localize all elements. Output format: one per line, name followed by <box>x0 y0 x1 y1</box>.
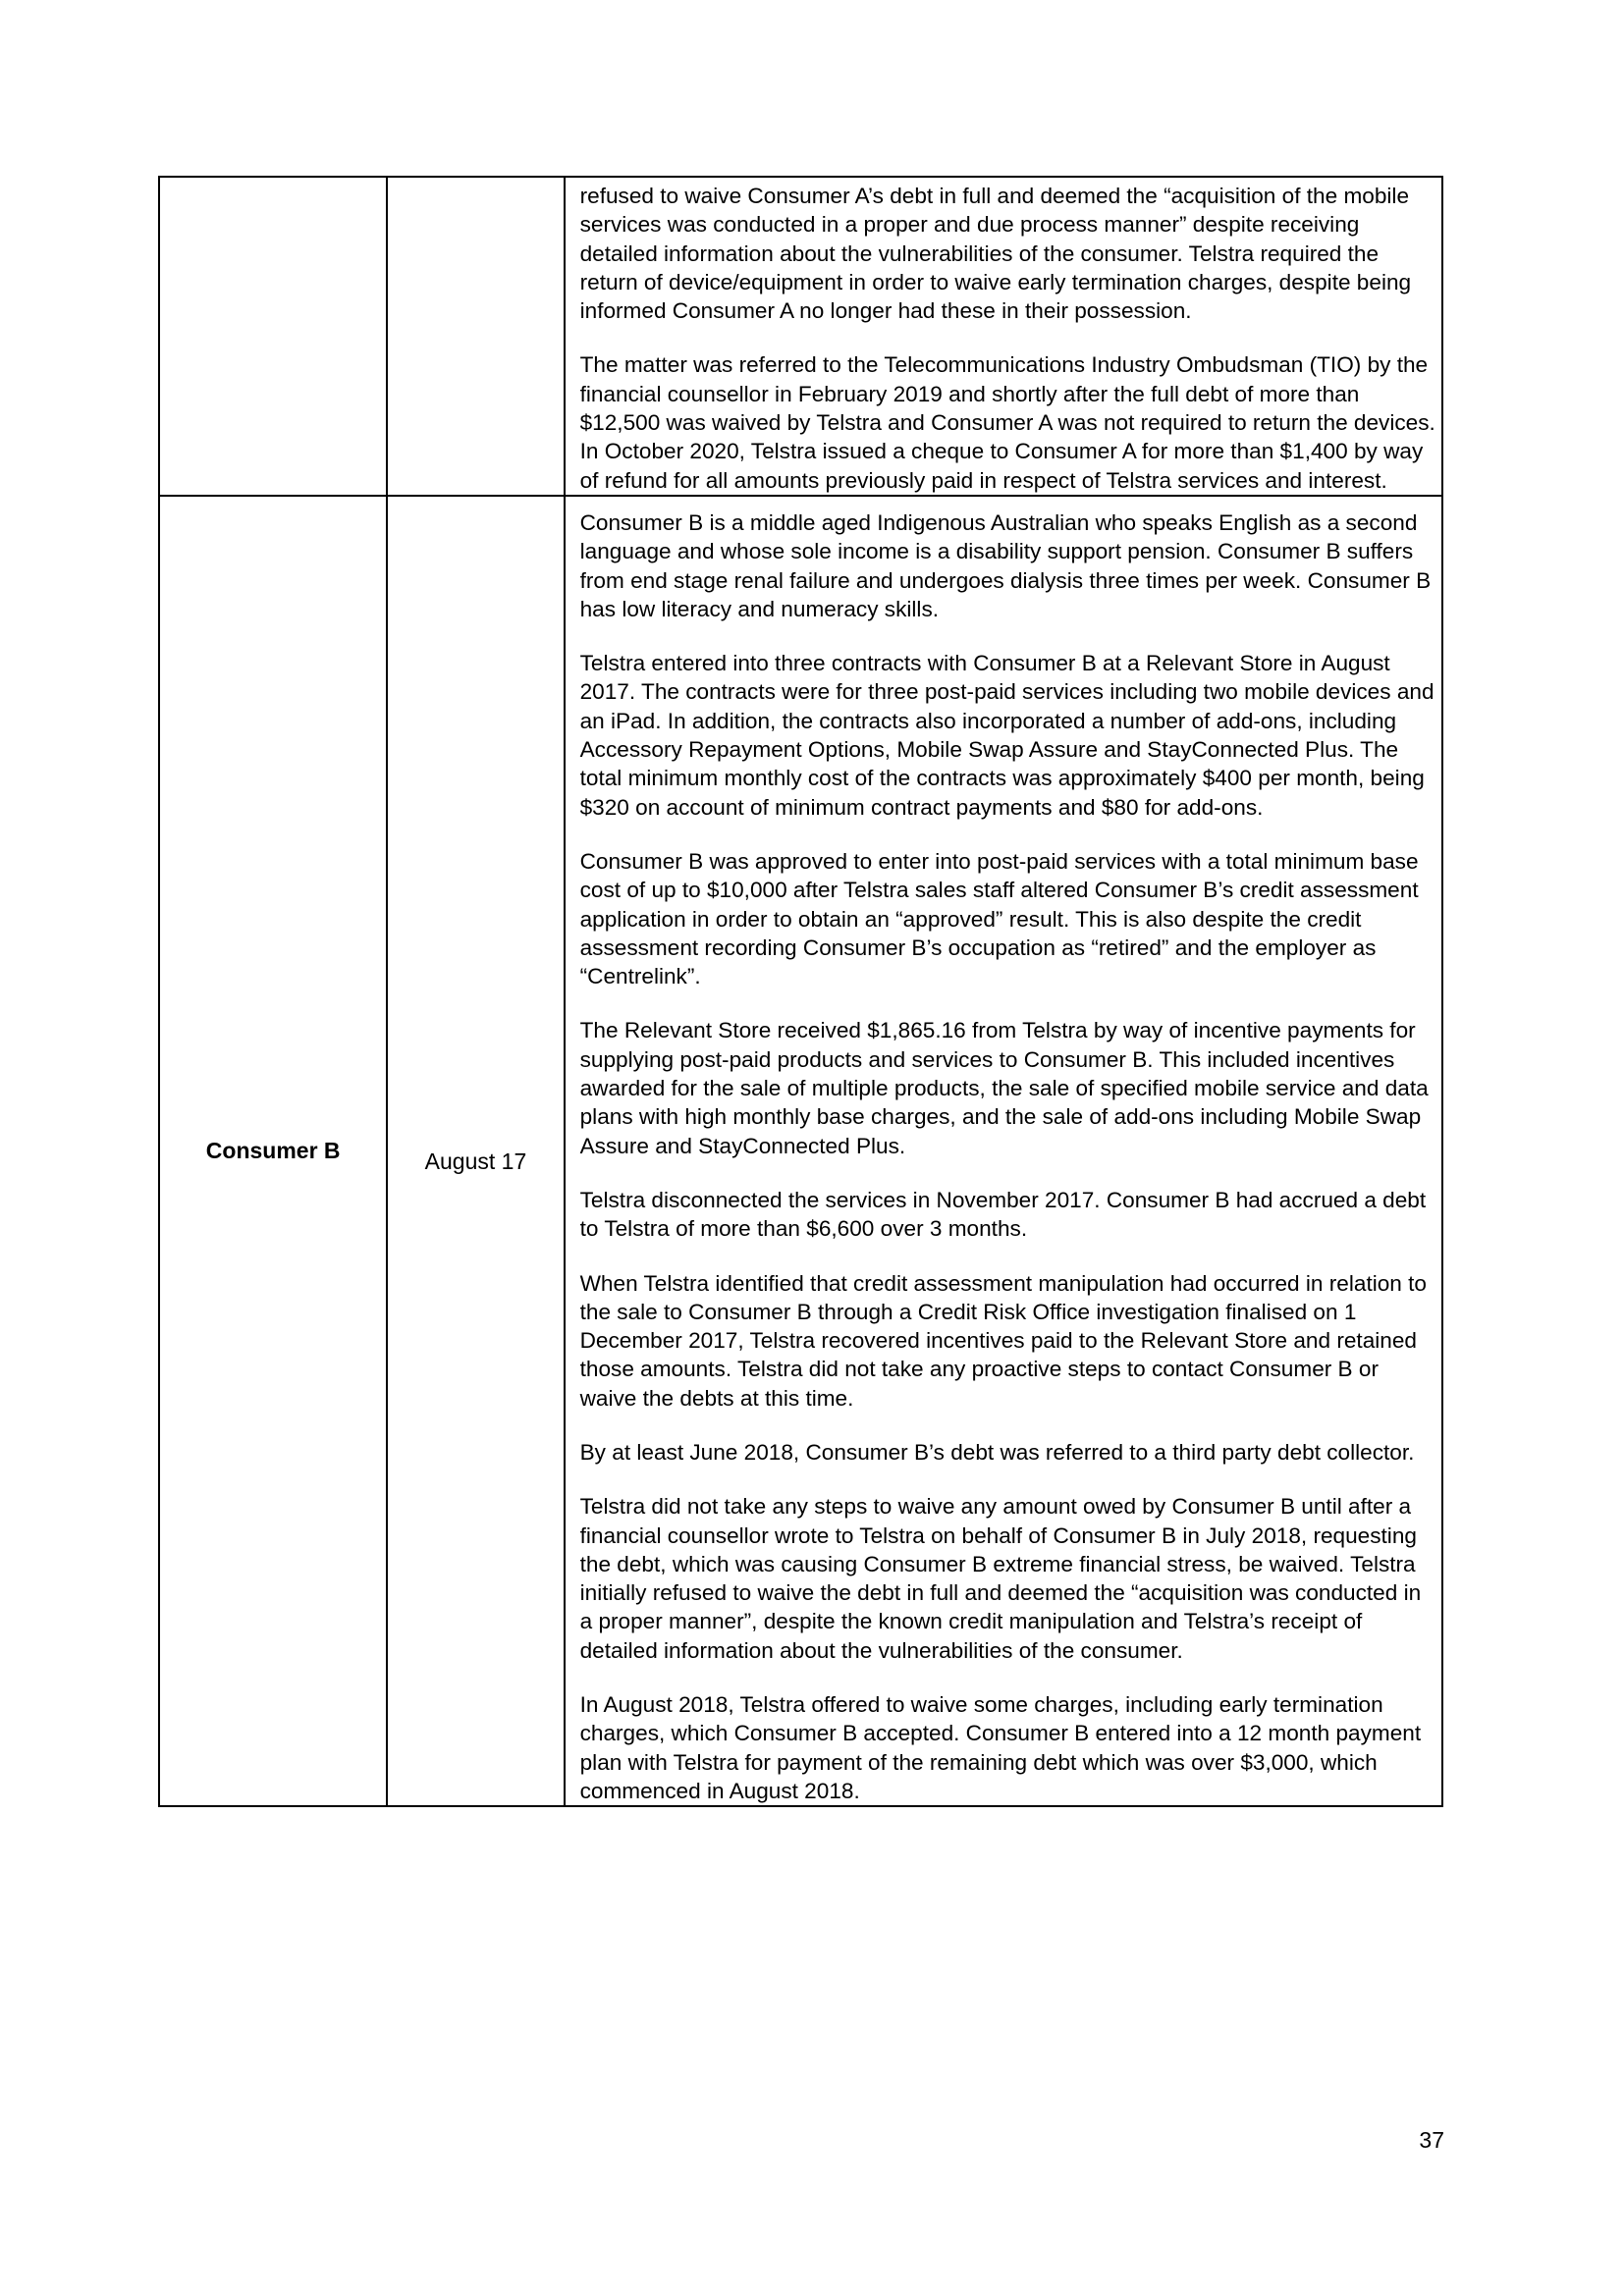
paragraph: refused to waive Consumer A’s debt in full and deemed the “acquisition of the mobile services was conducted in a proper and due process manner” despite receiving detailed information about the vulnerabilities of the consumer. Telstra required the return of device/equipment in order to waive early termination charges, despite being informed Consumer A no longer had these in their possession. <box>579 184 1412 324</box>
date-text: August 17 <box>424 1148 527 1175</box>
paragraph: Telstra disconnected the services in November 2017. Consumer B had accrued a debt to Telstra of more than $6,600 over 3 months. <box>579 1187 1427 1242</box>
paragraph: Telstra entered into three contracts with Consumer B at a Relevant Store in August 2017. The contracts were for three post-paid services including two mobile devices and an iPad. In addition, the contracts also incorporated a number of add-ons, including Accessory Repayment Options, Mobile Swap Assure and StayConnected Plus. The total minimum monthly cost of the contracts was approximately $400 per month, being $320 on account of minimum contract payments and $80 for add-ons. <box>579 651 1435 820</box>
page-number: 37 <box>1419 2127 1444 2153</box>
paragraph: Consumer B is a middle aged Indigenous Australian who speaks English as a second language and whose sole income is a disability support pension. Consumer B suffers from end stage renal failure and undergoes dialysis three times per week. Consumer B has low literacy and numeracy skills. <box>579 509 1432 621</box>
paragraph: When Telstra identified that credit assessment manipulation had occurred in relation to the sale to Consumer B through a Credit Risk Office investigation finalised on 1 December 2017, Telstra recovered incentives paid to the Relevant Store and retained those amounts. Telstra did not take any proactive steps to contact Consumer B or waive the debts at this time. <box>579 1270 1427 1411</box>
paragraph: By at least June 2018, Consumer B’s debt was referred to a third party debt collector. <box>579 1439 1415 1465</box>
date-cell <box>387 496 564 1806</box>
table-row <box>159 496 1442 1806</box>
description-cell <box>565 177 1442 496</box>
description-cell <box>565 496 1442 1806</box>
consumer-name-cell <box>159 177 387 496</box>
consumer-table <box>158 176 1443 1807</box>
paragraph: The Relevant Store received $1,865.16 from Telstra by way of incentive payments for supplying post-paid products and services to Consumer B. This included incentives awarded for the sale of multiple products, the sale of specified mobile service and data plans with high monthly base charges, and the sale of add-ons including Mobile Swap Assure and StayConnected Plus. <box>579 1018 1429 1158</box>
table-row <box>159 177 1442 496</box>
consumer-name-cell: Consumer B <box>159 496 387 1806</box>
paragraph: Telstra did not take any steps to waive any amount owed by Consumer B until after a financial counsellor wrote to Telstra on behalf of Consumer B in July 2018, requesting the debt, which was causing Consumer B extreme financial stress, be waived. Telstra initially refused to waive the debt in full and deemed the “acquisition was conducted in a proper manner”, despite the known credit manipulation and Telstra’s receipt of detailed information about the vulnerabilities of the consumer. <box>579 1494 1422 1663</box>
paragraph: The matter was referred to the Telecommunications Industry Ombudsman (TIO) by the financial counsellor in February 2019 and shortly after the full debt of more than $12,500 was waived by Telstra and Consumer A was not required to return the devices. In October 2020, Telstra issued a cheque to Consumer A for more than $1,400 by way of refund for all amounts previously paid in respect of Telstra services and interest. <box>579 352 1435 493</box>
paragraph: Consumer B was approved to enter into post-paid services with a total minimum base cost of up to $10,000 after Telstra sales staff altered Consumer B’s credit assessment application in order to obtain an “approved” result. This is also despite the credit assessment recording Consumer B’s occupation as “retired” and the employer as “Centrelink”. <box>579 848 1419 989</box>
date-cell <box>387 177 564 496</box>
paragraph: In August 2018, Telstra offered to waive some charges, including early termination charges, which Consumer B accepted. Consumer B entered into a 12 month payment plan with Telstra for payment of the remaining debt which was over $3,000, which commenced in August 2018. <box>579 1692 1422 1803</box>
